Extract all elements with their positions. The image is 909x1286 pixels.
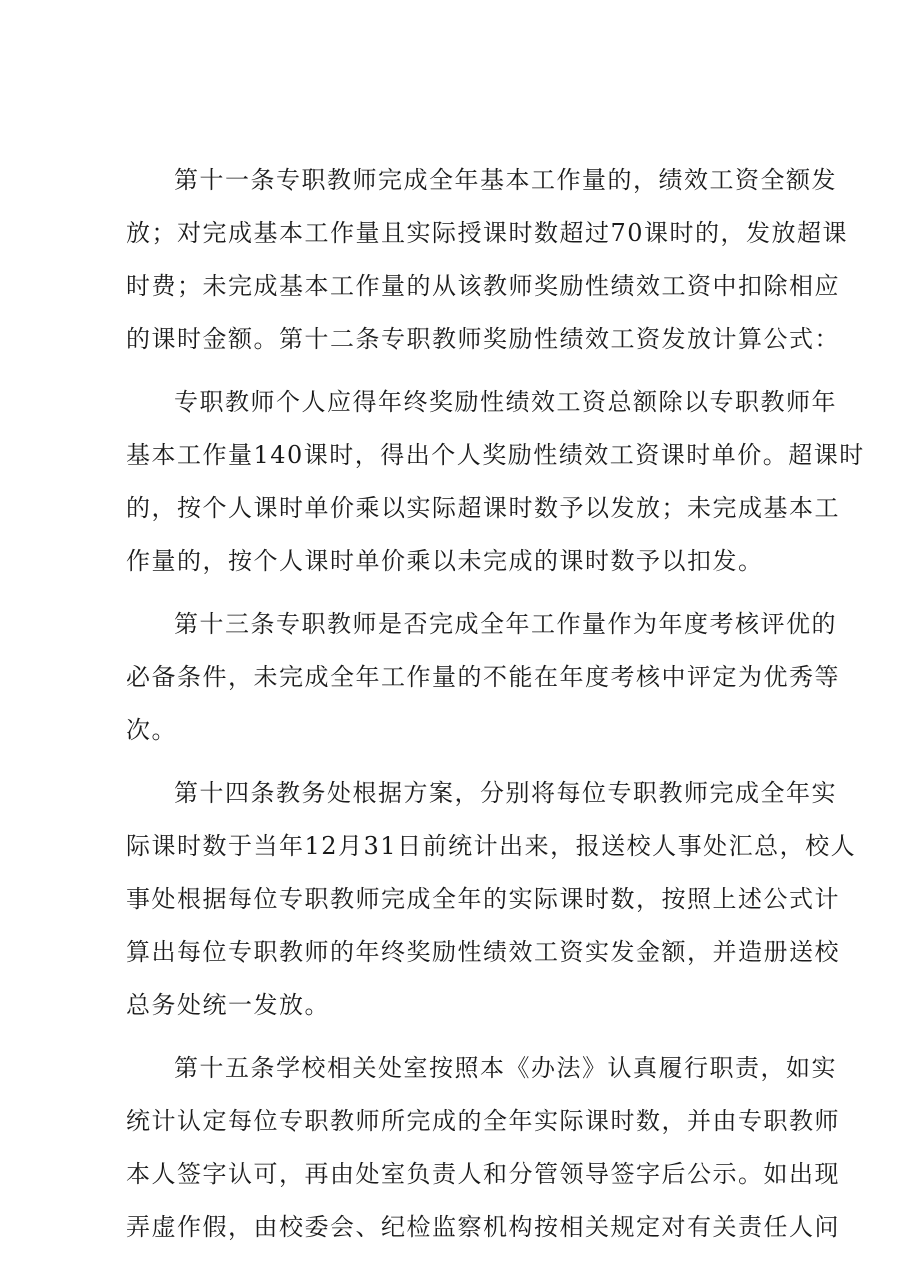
text-line: 必备条件，未完成全年工作量的不能在年度考核中评定为优秀等 (126, 663, 840, 691)
paragraph-article-15 (126, 1042, 840, 1254)
text-line: 事处根据每位专职教师完成全年的实际课时数，按照上述公式计 (126, 885, 840, 913)
text-line: 放；对完成基本工作量且实际授课时数超过70课时的，发放超课 (126, 219, 849, 247)
text-line: 际课时数于当年12月31日前统计出来，报送校人事处汇总，校人 (126, 832, 857, 860)
paragraph-article-11 (126, 154, 849, 366)
text-line: 统计认定每位专职教师所完成的全年实际课时数，并由专职教师 (126, 1107, 840, 1135)
text-line: 时费；未完成基本工作量的从该教师奖励性绩效工资中扣除相应 (126, 272, 840, 300)
text-line: 第十三条专职教师是否完成全年工作量作为年度考核评优的 (174, 610, 837, 638)
paragraph-article-13 (126, 598, 840, 757)
text-line: 专职教师个人应得年终奖励性绩效工资总额除以专职教师年 (174, 388, 837, 416)
paragraph-formula (126, 376, 865, 588)
text-line: 第十一条专职教师完成全年基本工作量的，绩效工资全额发 (174, 166, 837, 194)
text-line: 的课时金额。第十二条专职教师奖励性绩效工资发放计算公式： (126, 325, 840, 353)
paragraph-article-14 (126, 767, 857, 1032)
text-line: 弄虚作假，由校委会、纪检监察机构按相关规定对有关责任人问 (126, 1213, 840, 1241)
text-line: 第十四条教务处根据方案，分别将每位专职教师完成全年实 (174, 779, 837, 807)
text-line: 基本工作量140课时，得出个人奖励性绩效工资课时单价。超课时 (126, 441, 865, 469)
document-body (126, 154, 865, 1264)
text-line: 的，按个人课时单价乘以实际超课时数予以发放；未完成基本工 (126, 494, 840, 522)
text-line: 次。 (126, 716, 177, 744)
text-line: 第十五条学校相关处室按照本《办法》认真履行职责，如实 (174, 1054, 837, 1082)
text-line: 总务处统一发放。 (126, 991, 330, 1019)
text-line: 算出每位专职教师的年终奖励性绩效工资实发金额，并造册送校 (126, 938, 840, 966)
text-line: 作量的，按个人课时单价乘以未完成的课时数予以扣发。 (126, 547, 764, 575)
text-line: 本人签字认可，再由处室负责人和分管领导签字后公示。如出现 (126, 1160, 840, 1188)
